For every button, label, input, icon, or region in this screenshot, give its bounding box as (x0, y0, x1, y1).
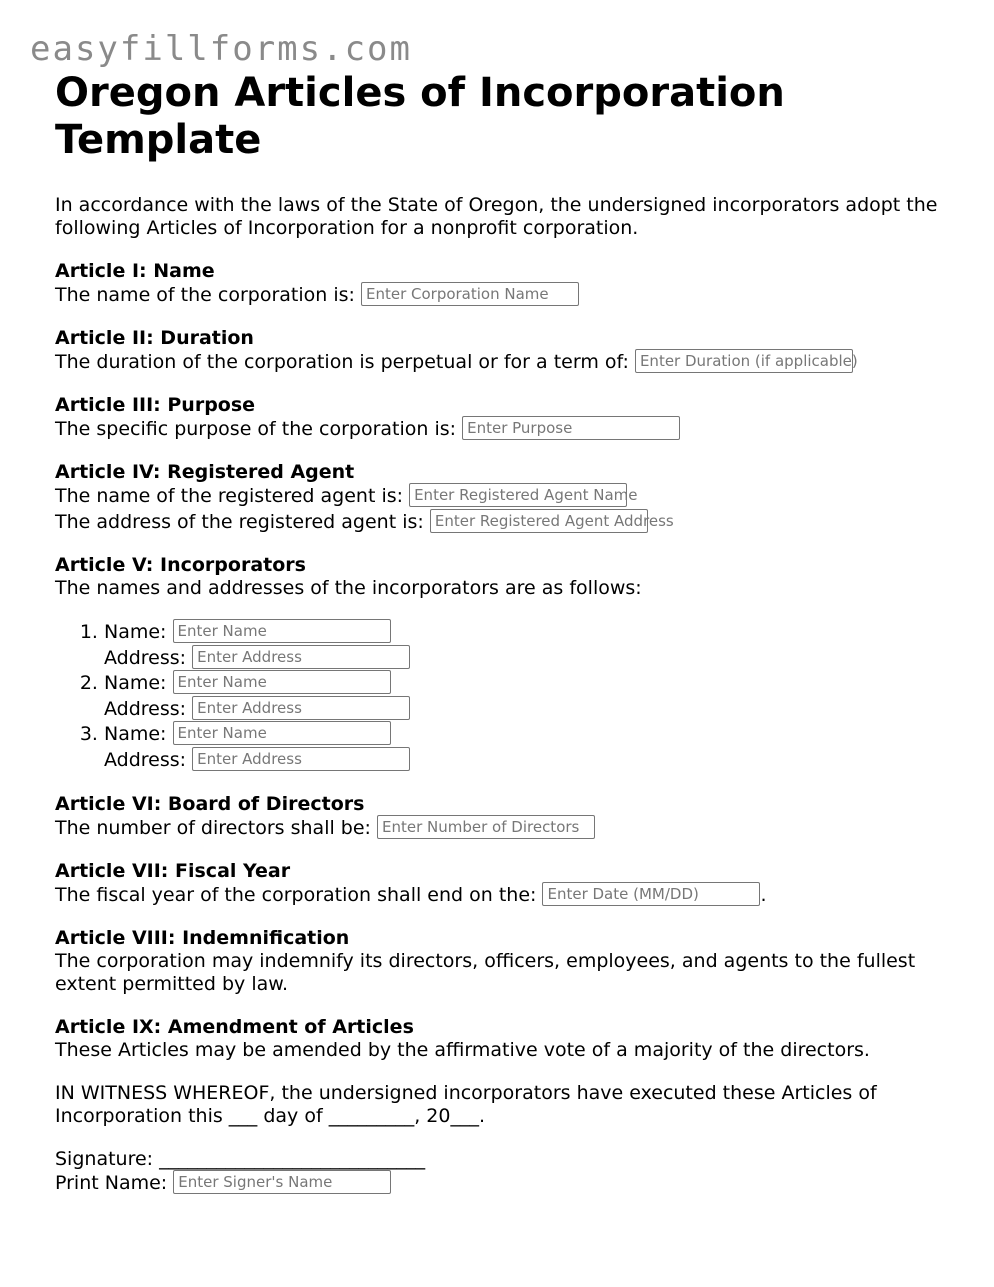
incorporator-2-address-input[interactable]: Enter Address (192, 696, 410, 720)
incorporator-3-address-input[interactable]: Enter Address (192, 747, 410, 771)
incorporators-text: The names and addresses of the incorporators are as follows: (55, 577, 642, 599)
article-duration (55, 327, 955, 374)
article-indemnification (55, 927, 955, 996)
article-line (55, 884, 955, 907)
field-label: The fiscal year of the corporation shall end on the: (55, 884, 537, 906)
incorporator-list (55, 620, 955, 773)
article-heading: Article II: Duration (55, 327, 254, 349)
print-name-line (55, 1172, 955, 1195)
list-item (104, 671, 955, 722)
signer-name-input[interactable]: Enter Signer's Name (173, 1170, 391, 1194)
article-board (55, 793, 955, 840)
corporation-name-input[interactable]: Enter Corporation Name (361, 282, 579, 306)
duration-input[interactable]: Enter Duration (if applicable) (635, 349, 853, 373)
field-label: Name: (104, 723, 167, 745)
intro-text: In accordance with the laws of the State of Oregon, the undersigned incorporators adopt the following Articles of Incorporation for a nonprofit corporation. (55, 194, 938, 239)
registered-agent-name-input[interactable]: Enter Registered Agent Name (409, 483, 627, 507)
article-line (55, 418, 955, 441)
field-label: Address: (104, 646, 187, 669)
article-heading: Article V: Incorporators (55, 554, 306, 576)
field-label: Address: (104, 748, 187, 771)
field-label: Print Name: (55, 1172, 168, 1194)
incorporator-1-address-input[interactable]: Enter Address (192, 645, 410, 669)
document (55, 70, 955, 1195)
article-heading: Article IV: Registered Agent (55, 461, 355, 483)
signature-block (55, 1148, 955, 1195)
article-heading: Article IX: Amendment of Articles (55, 1016, 414, 1038)
field-label: Address: (104, 697, 187, 720)
article-heading: Article VIII: Indemnification (55, 927, 350, 949)
number-of-directors-input[interactable]: Enter Number of Directors (377, 815, 595, 839)
article-heading: Article VII: Fiscal Year (55, 860, 291, 882)
registered-agent-address-input[interactable]: Enter Registered Agent Address (430, 509, 648, 533)
article-heading: Article III: Purpose (55, 394, 256, 416)
field-label: Name: (104, 672, 167, 694)
article-registered-agent (55, 461, 955, 534)
article-fiscal-year (55, 860, 955, 907)
watermark: easyfillforms.com (30, 29, 412, 69)
article-heading: Article I: Name (55, 260, 215, 282)
article-line (55, 817, 955, 840)
witness-text: IN WITNESS WHEREOF, the undersigned incorporators have executed these Articles of Incorporation this ___ day of _________, 20___. (55, 1082, 877, 1127)
field-label: The name of the registered agent is: (55, 485, 404, 507)
incorporator-2-name-input[interactable]: Enter Name (173, 670, 391, 694)
page-title: Oregon Articles of Incorporation Template (55, 70, 785, 163)
article-line (55, 511, 955, 534)
period: . (760, 884, 767, 906)
article-incorporators (55, 554, 955, 773)
article-text: These Articles may be amended by the affirmative vote of a majority of the directors. (55, 1039, 870, 1061)
article-text: The corporation may indemnify its directors, officers, employees, and agents to the fullest extent permitted by law. (55, 950, 916, 995)
field-label: The address of the registered agent is: (55, 511, 424, 533)
article-heading: Article VI: Board of Directors (55, 793, 365, 815)
article-name (55, 260, 955, 307)
article-line (55, 284, 955, 307)
article-purpose (55, 394, 955, 441)
signature-line: Signature: ____________________________ (55, 1148, 426, 1170)
article-line (55, 485, 955, 508)
list-item (104, 722, 955, 773)
field-label: Name: (104, 621, 167, 643)
article-line (55, 351, 955, 374)
field-label: The name of the corporation is: (55, 284, 355, 306)
fiscal-date-input[interactable]: Enter Date (MM/DD) (542, 882, 760, 906)
incorporator-3-name-input[interactable]: Enter Name (173, 721, 391, 745)
purpose-input[interactable]: Enter Purpose (462, 416, 680, 440)
article-amendment (55, 1016, 955, 1062)
incorporator-1-name-input[interactable]: Enter Name (173, 619, 391, 643)
field-label: The duration of the corporation is perpetual or for a term of: (55, 351, 629, 373)
field-label: The number of directors shall be: (55, 817, 371, 839)
list-item (104, 620, 955, 671)
field-label: The specific purpose of the corporation is: (55, 418, 457, 440)
